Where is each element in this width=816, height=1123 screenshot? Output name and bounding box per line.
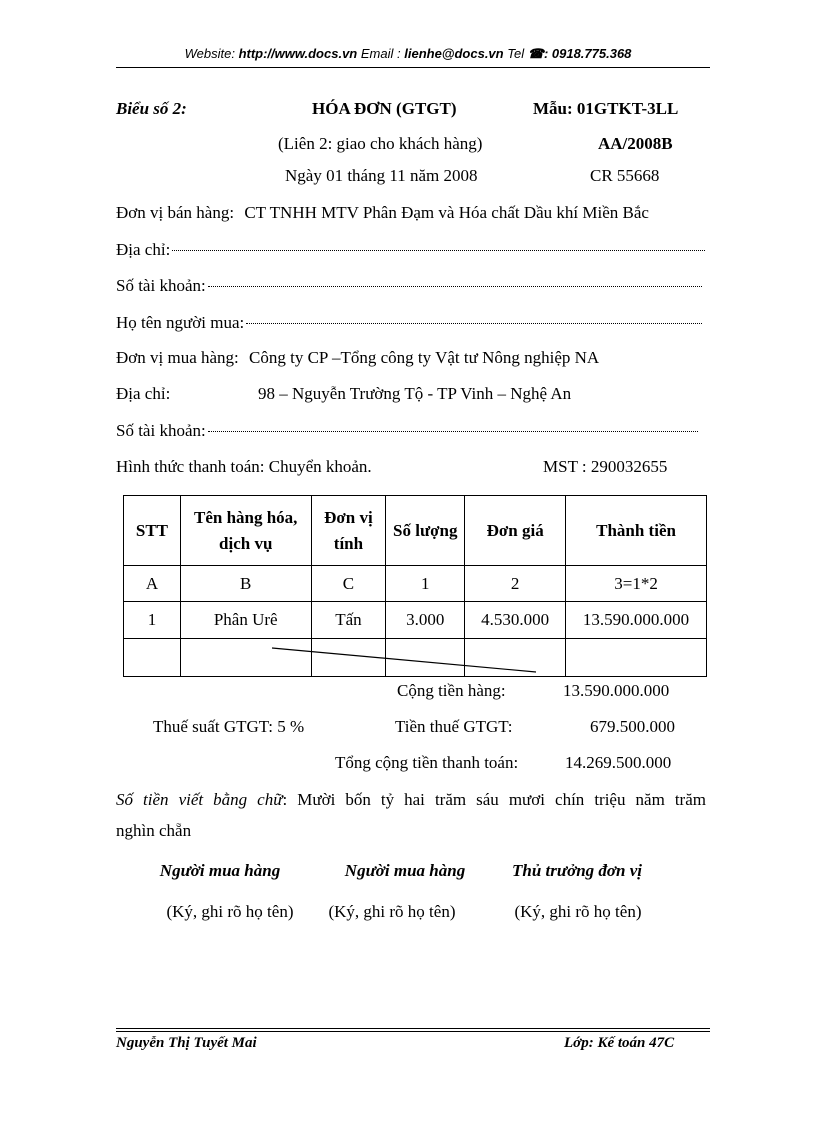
vat-value: 679.500.000 xyxy=(590,717,675,736)
code-cell: B xyxy=(180,566,311,602)
buyer-address-value: 98 – Nguyễn Trường Tộ - TP Vinh – Nghệ An xyxy=(258,384,572,403)
tax-code: MST : 290032655 xyxy=(543,457,668,476)
invoice-number: CR 55668 xyxy=(590,166,660,185)
seller-address-label: Địa chỉ: xyxy=(116,240,171,259)
buyer-account-label: Số tài khoản: xyxy=(116,421,206,440)
footer-divider-top xyxy=(116,1028,710,1029)
signature-note: (Ký, ghi rõ họ tên) xyxy=(328,902,456,921)
page-header: Website: http://www.docs.vn Email : lienhe@docs.vn Tel ☎: 0918.775.368 xyxy=(184,46,632,61)
signature-title: Người mua hàng xyxy=(159,861,281,880)
amount-in-words-line1 xyxy=(116,790,706,810)
col-quantity: Số lượng xyxy=(386,496,465,566)
invoice-title: HÓA ĐƠN (GTGT) xyxy=(312,99,457,118)
grand-total-value: 14.269.500.000 xyxy=(565,753,672,772)
footer-divider-bottom xyxy=(116,1031,710,1032)
vat-rate: Thuế suất GTGT: 5 % xyxy=(153,717,305,736)
subtotal-label: Cộng tiền hàng: xyxy=(397,681,506,700)
footer-author: Nguyễn Thị Tuyết Mai xyxy=(116,1035,257,1051)
website-link[interactable]: http://www.docs.vn xyxy=(238,46,358,61)
code-cell: A xyxy=(124,566,181,602)
payment-value: Chuyển khoản. xyxy=(268,457,372,476)
amount-in-words-line2: nghìn chẵn xyxy=(116,821,192,840)
buyer-address-label: Địa chỉ: xyxy=(116,384,171,403)
col-unit: Đơn vị tính xyxy=(311,496,386,566)
phone-number: : 0918.775.368 xyxy=(543,46,632,61)
code-cell: 3=1*2 xyxy=(566,566,707,602)
item-name: Phân Urê xyxy=(180,602,311,639)
col-stt: STT xyxy=(124,496,181,566)
code-cell: 2 xyxy=(465,566,566,602)
col-amount: Thành tiền xyxy=(566,496,707,566)
seller-unit-value: CT TNHH MTV Phân Đạm và Hóa chất Dầu khí Miền Bắc xyxy=(244,203,649,222)
signature-title: Thủ trưởng đơn vị xyxy=(512,861,642,880)
seller-account-label: Số tài khoản: xyxy=(116,276,206,295)
invoice-template: Mẫu: 01GTKT-3LL xyxy=(533,99,679,118)
payment-label: Hình thức thanh toán: xyxy=(116,457,265,476)
buyer-unit-value: Công ty CP –Tổng công ty Vật tư Nông nghiệp NA xyxy=(249,348,600,367)
buyer-unit-label: Đơn vị mua hàng: xyxy=(116,348,239,367)
amount-in-words-label: Số tiền viết bằng chữ xyxy=(116,790,283,809)
code-cell: C xyxy=(311,566,386,602)
item-stt: 1 xyxy=(124,602,181,639)
signature-title: Người mua hàng xyxy=(344,861,466,880)
buyer-name-label: Họ tên người mua: xyxy=(116,313,245,332)
form-number: Biểu số 2: xyxy=(116,99,187,118)
footer-class: Lớp: Kế toán 47C xyxy=(564,1035,675,1051)
seller-unit-label: Đơn vị bán hàng: xyxy=(116,203,235,222)
email-link[interactable]: lienhe@docs.vn xyxy=(404,46,504,61)
grand-total-label: Tổng cộng tiền thanh toán: xyxy=(335,753,519,772)
col-item-name: Tên hàng hóa, dịch vụ xyxy=(180,496,311,566)
code-cell: 1 xyxy=(386,566,465,602)
item-unit: Tấn xyxy=(311,602,386,639)
item-quantity: 3.000 xyxy=(386,602,465,639)
amount-in-words-text: : Mười bốn tỷ hai trăm sáu mươi chín triệu năm trăm xyxy=(282,790,706,809)
item-unit-price: 4.530.000 xyxy=(465,602,566,639)
signature-note: (Ký, ghi rõ họ tên) xyxy=(514,902,642,921)
invoice-date: Ngày 01 tháng 11 năm 2008 xyxy=(285,166,478,185)
col-unit-price: Đơn giá xyxy=(465,496,566,566)
copy-note: (Liên 2: giao cho khách hàng) xyxy=(278,134,483,153)
invoice-series: AA/2008B xyxy=(598,134,673,153)
signature-note: (Ký, ghi rõ họ tên) xyxy=(166,902,294,921)
item-amount: 13.590.000.000 xyxy=(566,602,707,639)
subtotal-value: 13.590.000.000 xyxy=(563,681,670,700)
vat-label: Tiền thuế GTGT: xyxy=(395,717,513,736)
phone-icon: ☎ xyxy=(527,46,544,61)
